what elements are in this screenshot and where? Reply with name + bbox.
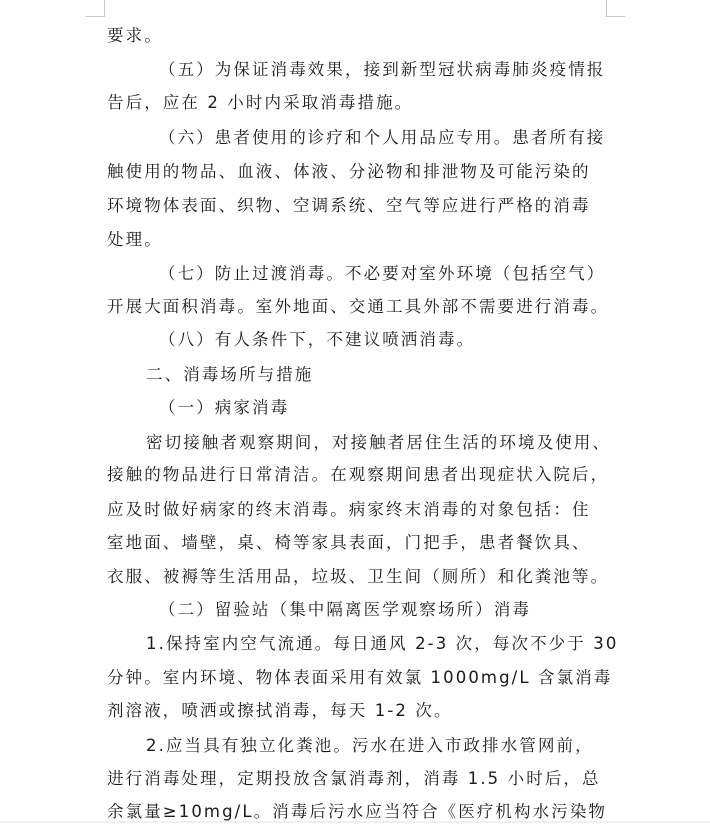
text-line: 环境物体表面、织物、空调系统、空气等应进行严格的消毒 (107, 196, 591, 215)
subsection-heading: （一）病家消毒 (159, 398, 290, 417)
text-line: （七）防止过渡消毒。不必要对室外环境（包括空气） (159, 264, 606, 283)
text-line: 分钟。室内环境、物体表面采用有效氯 1000mg/L 含氯消毒 (107, 668, 613, 687)
text-line: 余氯量≥10mg/L。消毒后污水应当符合《医疗机构水污染物 (107, 802, 608, 821)
text-line: 触使用的物品、血液、体液、分泌物和排泄物及可能污染的 (107, 162, 591, 181)
text-line: 密切接触者观察期间，对接触者居住生活的环境及使用、 (146, 433, 611, 452)
section-heading: 二、消毒场所与措施 (146, 365, 314, 384)
text-line: 应及时做好病家的终末消毒。病家终末消毒的对象包括：住 (107, 500, 591, 519)
subsection-heading: （二）留验站（集中隔离医学观察场所）消毒 (159, 600, 531, 619)
text-line: 告后，应在 2 小时内采取消毒措施。 (107, 93, 414, 112)
text-line: （六）患者使用的诊疗和个人用品应专用。患者所有接 (159, 128, 606, 147)
text-line: 衣服、被褥等生活用品，垃圾、卫生间（厕所）和化粪池等。 (107, 567, 610, 586)
text-line: （八）有人条件下，不建议喷洒消毒。 (159, 330, 476, 349)
text-line: 1.保持室内空气流通。每日通风 2-3 次，每次不少于 30 (146, 634, 619, 653)
text-line: 2.应当具有独立化粪池。污水在进入市政排水管网前， (146, 736, 594, 755)
text-line: （五）为保证消毒效果，接到新型冠状病毒肺炎疫情报 (159, 60, 606, 79)
text-line: 开展大面积消毒。室外地面、交通工具外部不需要进行消毒。 (107, 297, 610, 316)
page-corner-mark-right (606, 0, 625, 17)
text-line: 处理。 (107, 230, 163, 249)
text-line: 进行消毒处理，定期投放含氯消毒剂，消毒 1.5 小时后，总 (107, 769, 601, 788)
text-line: 室地面、墙壁，桌、椅等家具表面，门把手，患者餐饮具、 (107, 533, 591, 552)
text-line: 剂溶液，喷洒或擦拭消毒，每天 1-2 次。 (107, 701, 453, 720)
page-corner-mark-left (86, 0, 105, 17)
text-line: 接触的物品进行日常清洁。在观察期间患者出现症状入院后， (107, 465, 610, 484)
text-line: 要求。 (107, 26, 163, 45)
